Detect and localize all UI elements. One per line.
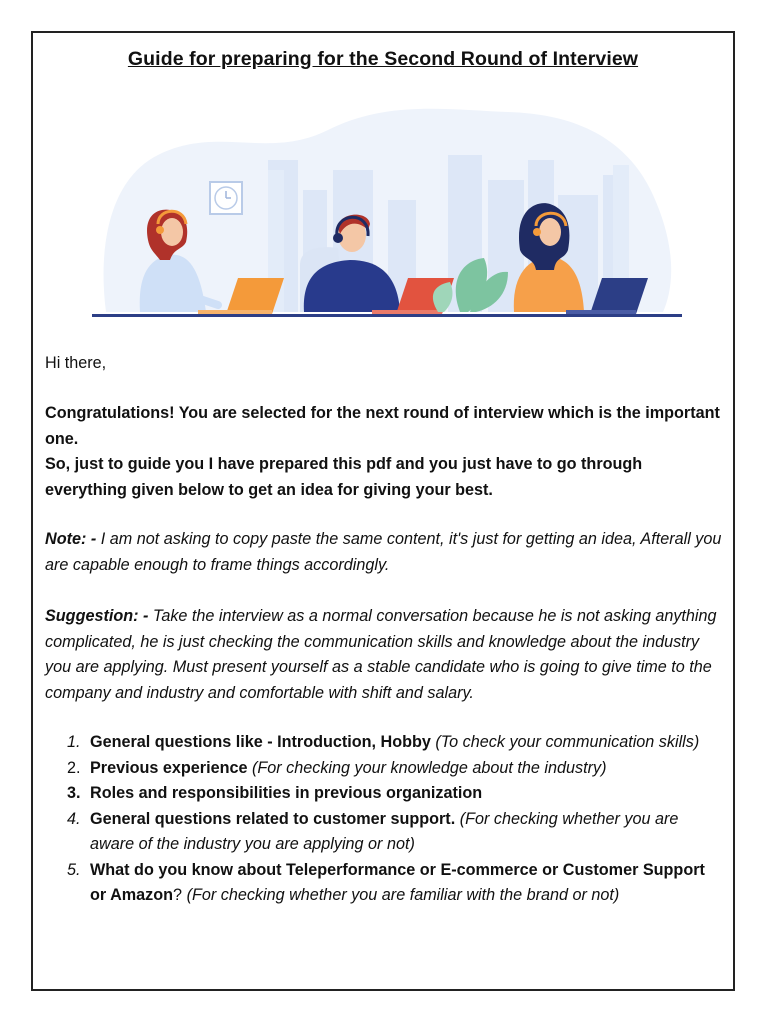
question-detail: (To check your communication skills) — [435, 733, 700, 751]
list-number: 5. — [67, 860, 81, 879]
congrats-paragraph — [45, 401, 725, 503]
call-center-illustration — [88, 100, 684, 322]
question-text: What do you know about Teleperformance or E-commerce or Customer Support or Amazon — [90, 860, 705, 904]
suggestion-label: Suggestion: - — [45, 607, 149, 625]
greeting — [45, 351, 725, 377]
greeting-text: Hi there, — [45, 354, 107, 372]
list-number: 1. — [67, 733, 81, 751]
document-title: Guide for preparing for the Second Round of Interview — [127, 48, 639, 70]
question-detail: (For checking your knowledge about the industry) — [251, 758, 607, 777]
list-number: 4. — [67, 809, 81, 828]
congrats-line-2: So, just to guide you I have prepared this pdf and you just have to go through everything given below to get an idea for giving your best. — [45, 455, 643, 499]
list-item — [45, 807, 725, 858]
list-item — [45, 730, 725, 756]
suggestion-paragraph — [45, 604, 725, 706]
question-list — [45, 730, 725, 909]
question-text: General questions like - Introduction, Hobby — [90, 733, 431, 751]
question-detail: (For checking whether you are familiar with the brand or not) — [186, 886, 620, 904]
desk-line — [92, 314, 682, 317]
question-text: Previous experience — [90, 758, 248, 777]
question-detail: (For checking whether you are aware of the industry you are applying or not) — [90, 809, 679, 853]
note-paragraph — [45, 527, 725, 578]
list-item — [45, 781, 725, 807]
wall-clock-icon — [210, 182, 242, 214]
note-text: I am not asking to copy paste the same content, it's just for getting an idea, Afterall you are capable enough to frame things accordingly. — [45, 530, 722, 574]
note-label: Note: - — [45, 530, 97, 548]
list-item — [45, 858, 725, 909]
list-number: 2. — [67, 758, 81, 777]
list-number: 3. — [67, 784, 81, 802]
question-text: General questions related to customer support. — [90, 809, 456, 828]
suggestion-text: Take the interview as a normal conversation because he is not asking anything complicated, he is just checking the communication skills and knowledge about the industry you are applying. Must present yourself as a stable candidate who is going to give time to the company and industry and comfortable with shift and salary. — [45, 607, 717, 702]
congrats-line-1: Congratulations! You are selected for the next round of interview which is the important one. — [45, 404, 720, 448]
question-text: Roles and responsibilities in previous organization — [90, 784, 483, 802]
question-sep: ? — [173, 886, 187, 904]
list-item — [45, 756, 725, 782]
